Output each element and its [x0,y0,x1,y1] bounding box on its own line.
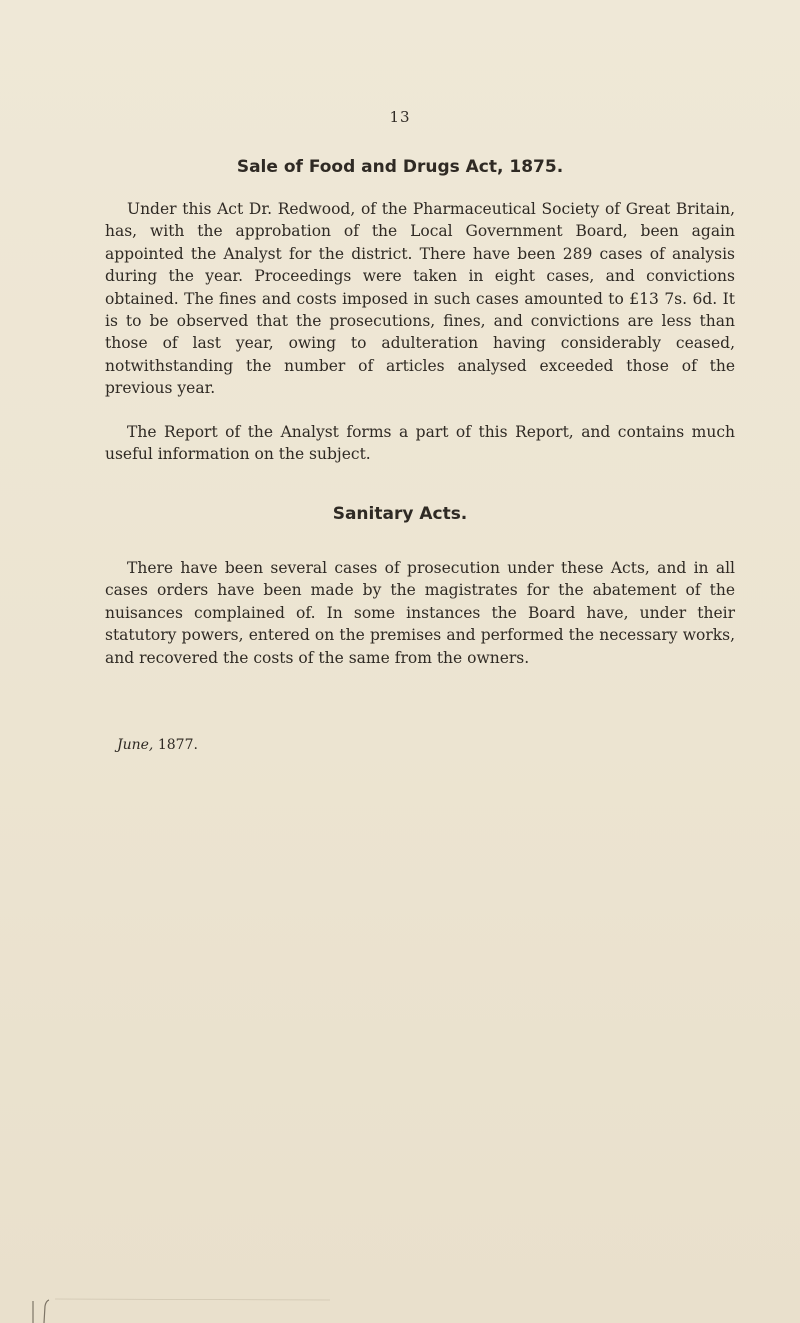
signoff-month: June, [117,737,154,753]
page-number: 13 [389,108,411,126]
date-signoff [117,737,198,753]
signoff-year: 1877. [157,737,198,753]
section-heading-food-drugs: Sale of Food and Drugs Act, 1875. [236,157,564,177]
binding-marks [0,1296,800,1323]
paragraph-analyst-appointment: Under this Act Dr. Redwood, of the Pharmaceutical Society of Great Britain, has, with the approbation of the Local Government Board, been again appointed the Analyst for the district. There have been 289 cases of analysis during the year. Proceedings were taken in eight cases, and convictions obtained. The fines and costs imposed in such cases amounted to £13 7s. 6d. It is to be observed that the prosecutions, fines, and convictions are less than those of last year, owing to adulteration having considerably ceased, notwithstanding the number of articles analysed exceeded those of the previous year. [105,200,735,398]
paragraph-analyst-report: The Report of the Analyst forms a part of this Report, and contains much useful information on the subject. [105,423,735,464]
paragraph-sanitary-prosecutions: There have been several cases of prosecution under these Acts, and in all cases orders have been made by the magistrates for the abatement of the nuisances complained of. In some instances the Board have, under their statutory powers, entered on the premises and performed the necessary works, and recovered the costs of the same from the owners. [105,559,735,667]
section-heading-sanitary-acts: Sanitary Acts. [332,504,468,524]
